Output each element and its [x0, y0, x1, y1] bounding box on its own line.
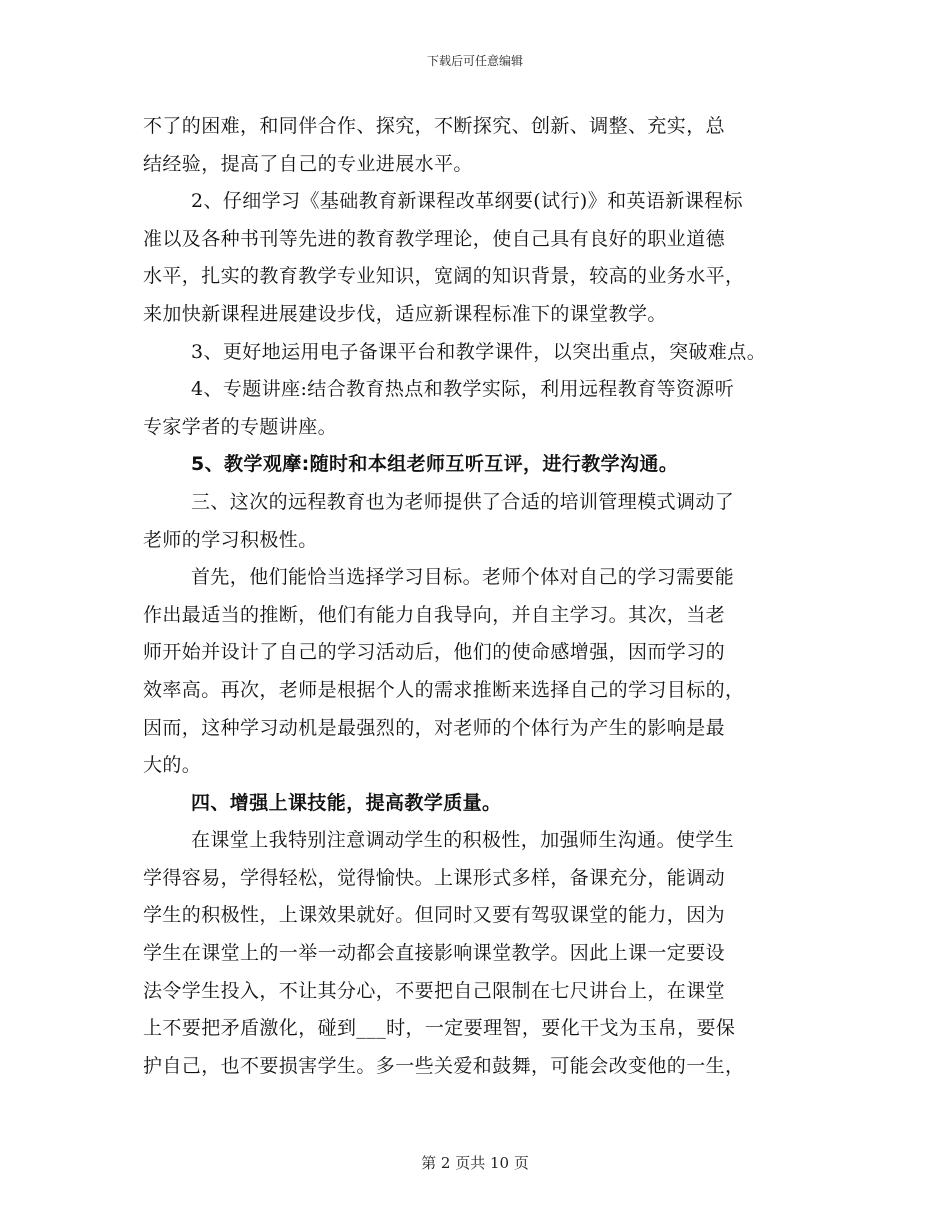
text-line: 4、专题讲座:结合教育热点和教学实际，利用远程教育等资源听 — [191, 378, 735, 401]
page-footer: 第 2 页共 10 页 — [421, 1154, 529, 1172]
text-line: 在课堂上我特别注意调动学生的积极性，加强师生沟通。使学生 — [191, 829, 735, 852]
text-line: 法令学生投入，不让其分心，不要把自己限制在七尺讲台上，在课堂 — [143, 979, 726, 1002]
page-header: 下载后可任意编辑 — [426, 54, 523, 68]
text-line: 护自己，也不要损害学生。多一些关爱和鼓舞，可能会改变他的一生， — [143, 1054, 745, 1077]
text-line: 学生在课堂上的一举一动都会直接影响课堂教学。因此上课一定要设 — [143, 942, 726, 965]
text-line: 不了的困难，和同伴合作、探究，不断探究、创新、调整、充实，总 — [143, 115, 726, 137]
text-line: 作出最适当的推断，他们有能力自我导向，并自主学习。其次，当老 — [143, 603, 726, 626]
text-line: 三、这次的远程教育也为老师提供了合适的培训管理模式调动了 — [191, 490, 735, 513]
text-line: 水平，扎实的教育教学专业知识，宽阔的知识背景，较高的业务水平， — [143, 265, 745, 288]
text-line: 老师的学习积极性。 — [143, 528, 318, 551]
section-heading-line: 四、增强上课技能，提高教学质量。 — [191, 791, 502, 814]
document-body — [143, 108, 823, 1085]
text-line: 学生的积极性，上课效果就好。但同时又要有驾驭课堂的能力，因为 — [143, 904, 726, 927]
text-line: 大的。 — [143, 754, 202, 777]
text-line: 专家学者的专题讲座。 — [143, 415, 338, 438]
text-line: 上不要把矛盾激化，碰到___时，一定要理智，要化干戈为玉帛，要保 — [143, 1017, 736, 1040]
section-heading-line: 5、教学观摩:随时和本组老师互听互评，进行教学沟通。 — [191, 453, 679, 476]
text-line: 2、仔细学习《基础教育新课程改革纲要(试行)》和英语新课程标 — [191, 190, 743, 213]
text-line: 来加快新课程进展建设步伐，适应新课程标准下的课堂教学。 — [143, 302, 667, 325]
text-line: 首先，他们能恰当选择学习目标。老师个体对自己的学习需要能 — [191, 566, 735, 589]
text-line: 效率高。再次，老师是根据个人的需求推断来选择自己的学习目标的， — [143, 678, 745, 701]
text-line: 因而，这种学习动机是最强烈的，对老师的个体行为产生的影响是最 — [143, 716, 726, 739]
text-line: 师开始并设计了自己的学习活动后，他们的使命感增强，因而学习的 — [143, 641, 726, 664]
text-line: 3、更好地运用电子备课平台和教学课件，以突出重点，突破难点。 — [191, 340, 767, 363]
text-line: 学得容易，学得轻松，觉得愉快。上课形式多样，备课充分，能调动 — [143, 866, 726, 889]
text-line: 准以及各种书刊等先进的教育教学理论，使自己具有良好的职业道德 — [143, 227, 726, 250]
text-line: 结经验，提高了自己的专业进展水平。 — [143, 152, 473, 175]
